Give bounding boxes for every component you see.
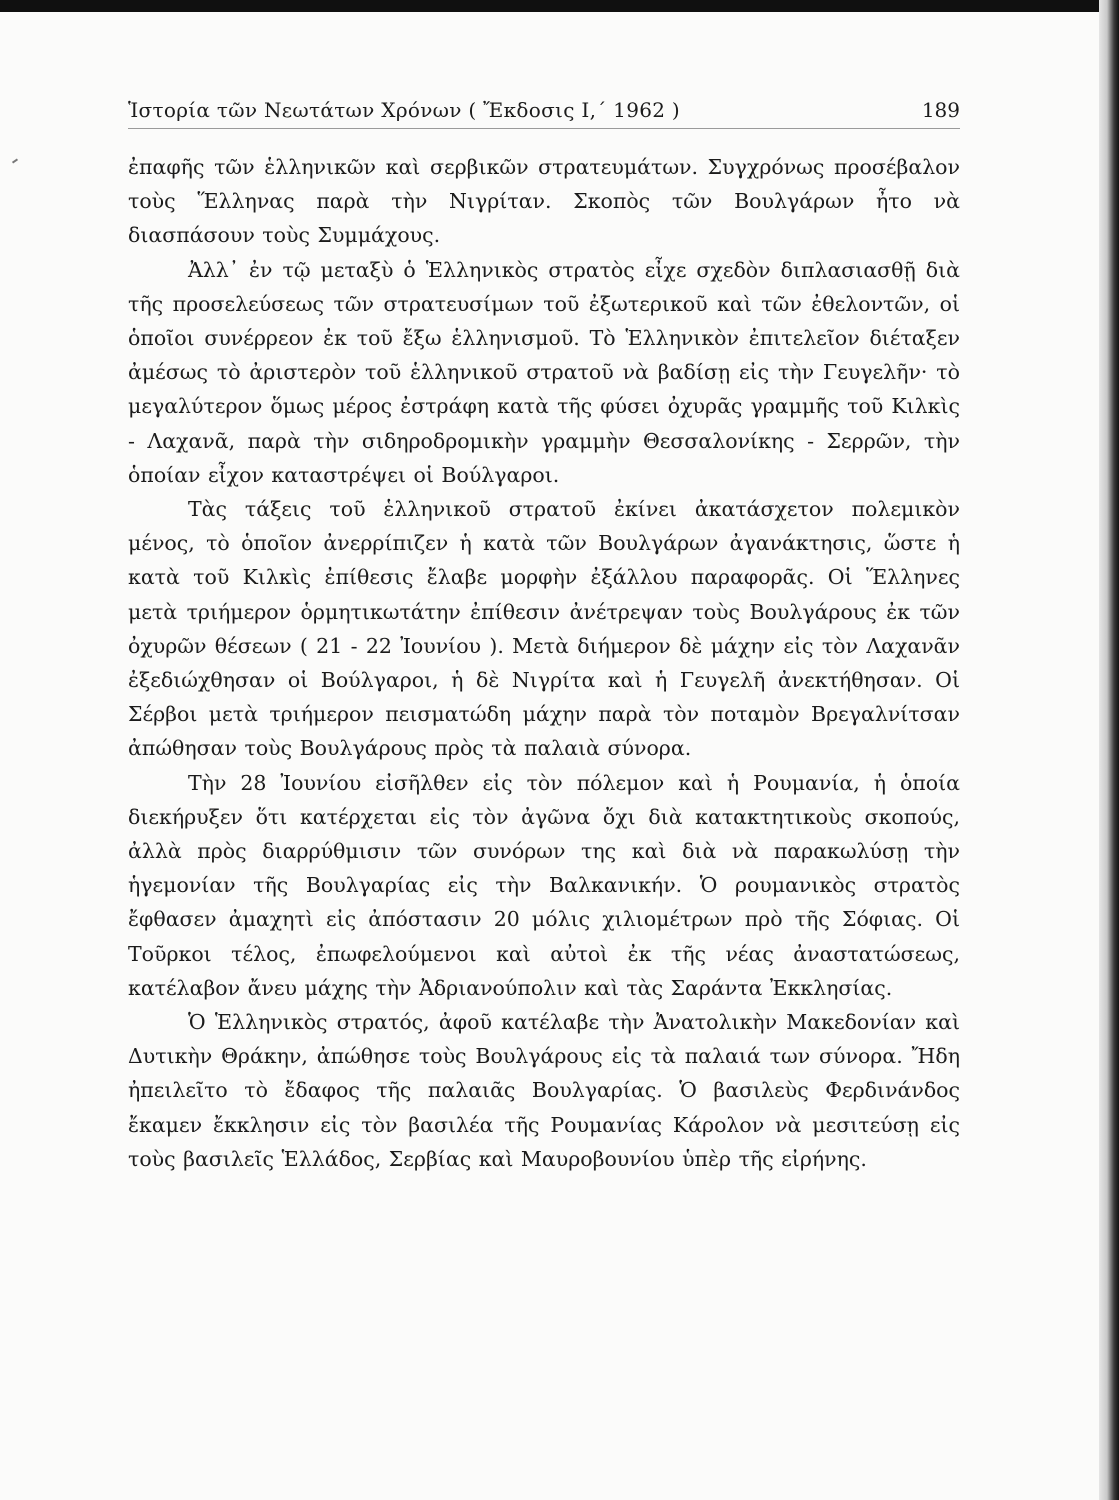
scan-right-edge <box>1099 0 1119 1500</box>
paragraph: Ἀλλ᾽ ἐν τῷ μεταξὺ ὁ Ἑλληνικὸς στρατὸς εἶχε σχεδὸν διπλασιασθῇ διὰ τῆς προσελεύσεως τῶν στρατευσίμων τοῦ ἐξωτερικοῦ καὶ τῶν ἐθελοντῶν, οἱ ὁποῖοι συνέρρεον ἐκ τοῦ ἔξω ἑλληνισμοῦ. Τὸ Ἑλληνικὸν ἐπιτελεῖον διέταξεν ἀμέσως τὸ ἀριστερὸν τοῦ ἑλληνικοῦ στρατοῦ νὰ βαδίσῃ εἰς τὴν Γευγελῆν· τὸ μεγαλύτερον ὅμως μέρος ἐστράφη κατὰ τῆς φύσει ὀχυρᾶς γραμμῆς τοῦ Κιλκὶς - Λαχανᾶ, παρὰ τὴν σιδηροδρομικὴν γραμμὴν Θεσσαλονίκης - Σερρῶν, τὴν ὁποίαν εἶχον καταστρέψει οἱ Βούλγαροι. <box>128 257 960 487</box>
scan-top-edge <box>0 0 1119 12</box>
paragraph-continued: ἐπαφῆς τῶν ἑλληνικῶν καὶ σερβικῶν στρατευμάτων. Συγχρόνως προσέβαλον τοὺς Ἕλληνας παρὰ τὴν Νιγρίταν. Σκοπὸς τῶν Βουλγάρων ἦτο νὰ διασπάσουν τοὺς Συμμάχους. <box>128 155 960 248</box>
body-text <box>128 150 960 1176</box>
header-rule <box>128 128 960 129</box>
paragraph: Τὰς τάξεις τοῦ ἑλληνικοῦ στρατοῦ ἐκίνει ἀκατάσχετον πολεμικὸν μένος, τὸ ὁποῖον ἀνερρίπιζεν ἡ κατὰ τῶν Βουλγάρων ἀγανάκτησις, ὥστε ἡ κατὰ τοῦ Κιλκὶς ἐπίθεσις ἔλαβε μορφὴν ἐξάλλου παραφορᾶς. Οἱ Ἕλληνες μετὰ τριήμερον ὁρμητικωτάτην ἐπίθεσιν ἀνέτρεψαν τοὺς Βουλγάρους ἐκ τῶν ὀχυρῶν θέσεων ( 21 - 22 Ἰουνίου ). Μετὰ διήμερον δὲ μάχην εἰς τὸν Λαχανᾶν ἐξεδιώχθησαν οἱ Βούλγαροι, ἡ δὲ Νιγρίτα καὶ ἡ Γευγελῆ ἀνεκτήθησαν. Οἱ Σέρβοι μετὰ τριήμερον πεισματώδη μάχην παρὰ τὸν ποταμὸν Βρεγαλνίτσαν ἀπώθησαν τοὺς Βουλγάρους πρὸς τὰ παλαιὰ σύνορα. <box>128 497 960 761</box>
paragraph: Ὁ Ἑλληνικὸς στρατός, ἀφοῦ κατέλαβε τὴν Ἀνατολικὴν Μακεδονίαν καὶ Δυτικὴν Θράκην, ἀπώθησε τοὺς Βουλγάρους εἰς τὰ παλαιά των σύνορα. Ἤδη ἠπειλεῖτο τὸ ἔδαφος τῆς παλαιᾶς Βουλγαρίας. Ὁ βασιλεὺς Φερδινάνδος ἔκαμεν ἔκκλησιν εἰς τὸν βασιλέα τῆς Ρουμανίας Κάρολον νὰ μεσιτεύσῃ εἰς τοὺς βασιλεῖς Ἑλλάδος, Σερβίας καὶ Μαυροβουνίου ὑπὲρ τῆς εἰρήνης. <box>128 1010 960 1171</box>
running-head <box>128 93 960 129</box>
page-number: 189 <box>921 98 960 122</box>
margin-speck <box>12 158 18 163</box>
running-title: Ἱστορία τῶν Νεωτάτων Χρόνων ( Ἔκδοσις Ι,΄ 1962 ) <box>128 98 681 122</box>
paragraph: Τὴν 28 Ἰουνίου εἰσῆλθεν εἰς τὸν πόλεμον καὶ ἡ Ρουμανία, ἡ ὁποία διεκήρυξεν ὅτι κατέρχεται εἰς τὸν ἀγῶνα ὄχι διὰ κατακτητικοὺς σκοπούς, ἀλλὰ πρὸς διαρρύθμισιν τῶν συνόρων της καὶ διὰ νὰ παρακωλύσῃ τὴν ἡγεμονίαν τῆς Βουλγαρίας εἰς τὴν Βαλκανικήν. Ὁ ρουμανικὸς στρατὸς ἔφθασεν ἀμαχητὶ εἰς ἀπόστασιν 20 μόλις χιλιομέτρων πρὸ τῆς Σόφιας. Οἱ Τοῦρκοι τέλος, ἐπωφελούμενοι καὶ αὐτοὶ ἐκ τῆς νέας ἀναστατώσεως, κατέλαβον ἄνευ μάχης τὴν Ἀδριανούπολιν καὶ τὰς Σαράντα Ἐκκλησίας. <box>128 770 960 1000</box>
